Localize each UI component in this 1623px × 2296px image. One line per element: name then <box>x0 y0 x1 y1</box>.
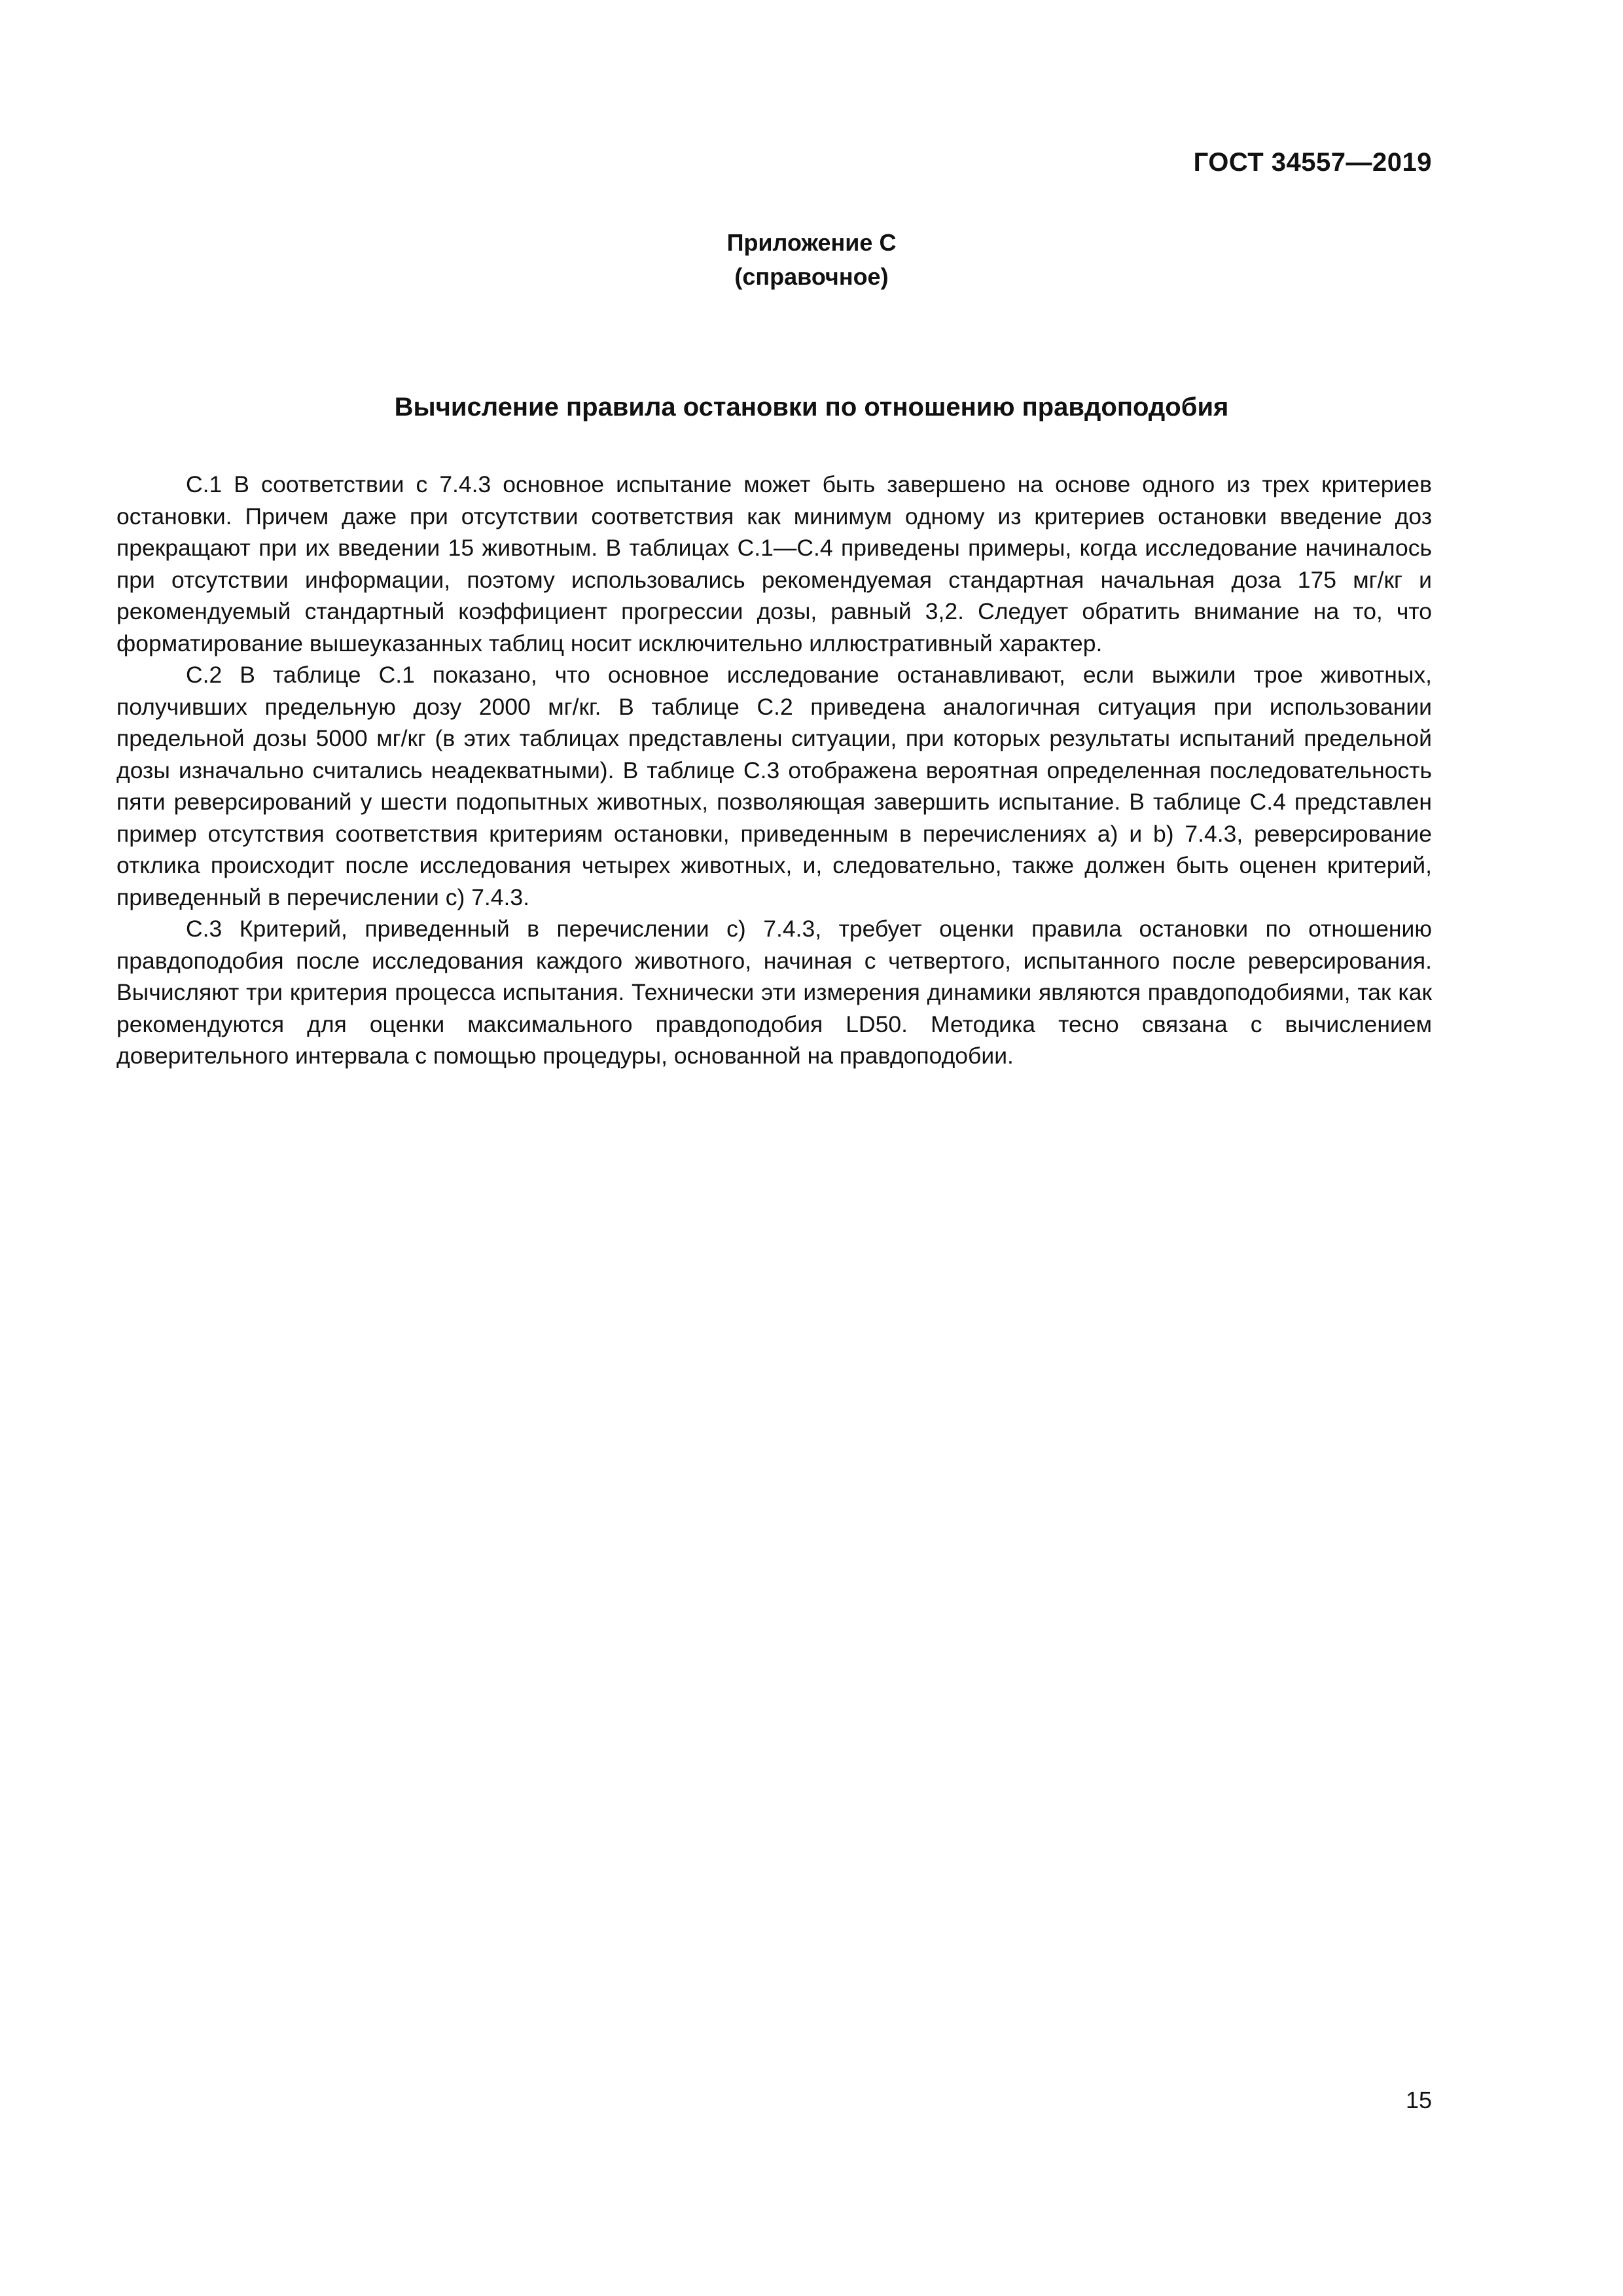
document-code: ГОСТ 34557—2019 <box>1193 148 1432 177</box>
appendix-subtitle: (справочное) <box>734 263 889 290</box>
appendix-title: Приложение С <box>726 229 897 256</box>
paragraph-c2: С.2 В таблице С.1 показано, что основное исследование останавливают, если выжили трое животных, получивших предельную дозу 2000 мг/кг. В таблице С.2 приведена аналогичная ситуация при использовании предельной дозы 5000 мг/кг (в этих таблицах представлены ситуации, при которых результаты испытаний предельной дозы изначально считались неадекватными). В таблице С.3 отображена вероятная определенная последовательность пяти реверсирований у шести подопытных животных, позволяющая завершить испытание. В таблице С.4 представлен пример отсутствия соответствия критериям остановки, приведенным в перечислениях а) и b) 7.4.3, реверсирование отклика происходит после исследования четырех животных, и, следовательно, также должен быть оценен критерий, приведенный в перечислении с) 7.4.3. <box>116 662 1432 910</box>
appendix-heading <box>0 226 1623 294</box>
body-text <box>116 469 1432 1072</box>
paragraph-c1: С.1 В соответствии с 7.4.3 основное испытание может быть завершено на основе одного из трех критериев остановки. Причем даже при отсутствии соответствия как минимум одному из критериев остановки введение доз прекращают при их введении 15 животным. В таблицах С.1—С.4 приведены примеры, когда исследование начиналось при отсутствии информации, поэтому использовались рекомендуемая стандартная начальная доза 175 мг/кг и рекомендуемый стандартный коэффициент прогрессии дозы, равный 3,2. Следует обратить внимание на то, что форматирование вышеуказанных таблиц носит исключительно иллюстративный характер. <box>116 471 1432 656</box>
page-number: 15 <box>1405 2087 1432 2113</box>
section-title: Вычисление правила остановки по отношению правдоподобия <box>394 393 1229 422</box>
paragraph-c3: С.3 Критерий, приведенный в перечислении с) 7.4.3, требует оценки правила остановки по отношению правдоподобия после исследования каждого животного, начиная с четвертого, испытанного после реверсирования. Вычисляют три критерия процесса испытания. Технически эти измерения динамики являются правдоподобиями, так как рекомендуются для оценки максимального правдоподобия LD50. Методика тесно связана с вычислением доверительного интервала с помощью процедуры, основанной на правдоподобии. <box>116 916 1432 1069</box>
